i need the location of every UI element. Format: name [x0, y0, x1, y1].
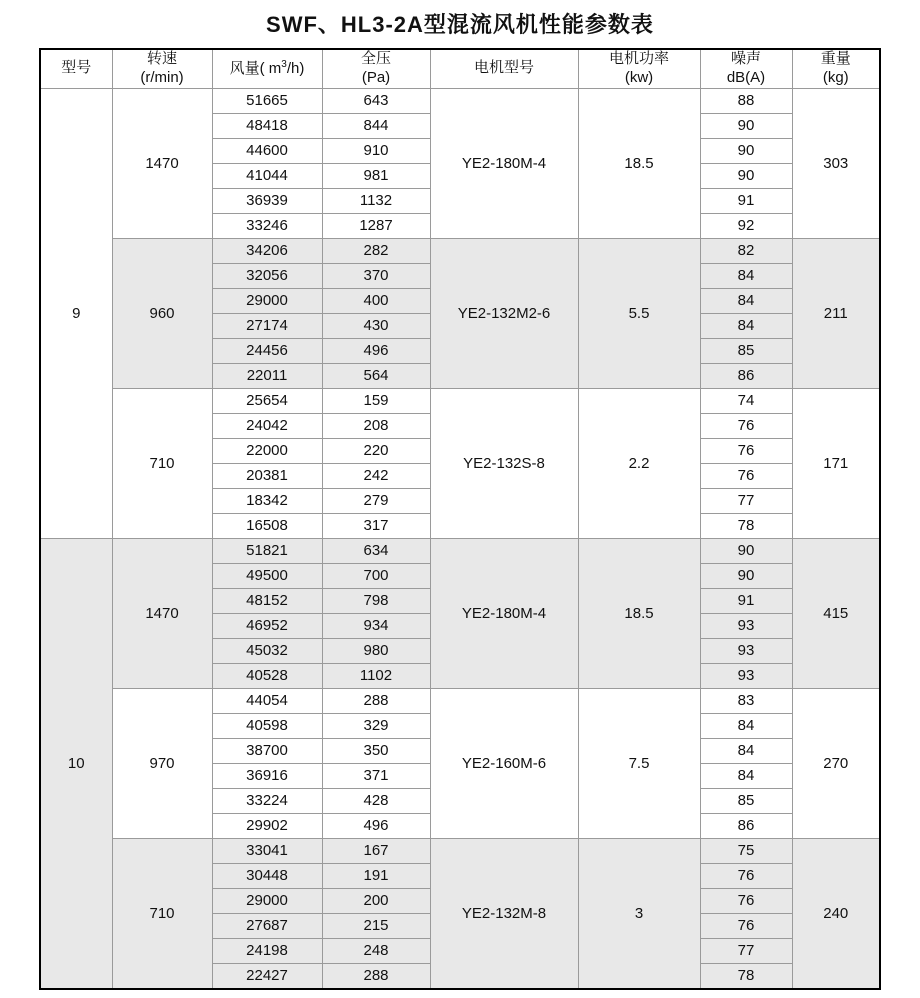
cell-motor-model: YE2-132S-8 — [430, 388, 578, 538]
cell-pressure: 191 — [322, 863, 430, 888]
cell-pressure: 910 — [322, 138, 430, 163]
cell-motor-power: 18.5 — [578, 88, 700, 238]
cell-pressure: 208 — [322, 413, 430, 438]
cell-flow: 48418 — [212, 113, 322, 138]
cell-noise: 78 — [700, 513, 792, 538]
cell-pressure: 215 — [322, 913, 430, 938]
cell-flow: 40528 — [212, 663, 322, 688]
table-row — [40, 388, 880, 413]
column-header-line: 电机型号 — [473, 59, 534, 77]
cell-flow: 24456 — [212, 338, 322, 363]
cell-flow: 34206 — [212, 238, 322, 263]
table-row — [40, 838, 880, 863]
cell-noise: 84 — [700, 288, 792, 313]
cell-motor-power: 18.5 — [578, 538, 700, 688]
cell-pressure: 329 — [322, 713, 430, 738]
cell-flow: 18342 — [212, 488, 322, 513]
cell-flow: 44054 — [212, 688, 322, 713]
cell-flow: 48152 — [212, 588, 322, 613]
cell-noise: 76 — [700, 463, 792, 488]
cell-pressure: 700 — [322, 563, 430, 588]
table-row — [40, 538, 880, 563]
cell-pressure: 634 — [322, 538, 430, 563]
cell-noise: 90 — [700, 563, 792, 588]
cell-noise: 76 — [700, 438, 792, 463]
cell-motor-model: YE2-160M-6 — [430, 688, 578, 838]
cell-pressure: 220 — [322, 438, 430, 463]
cell-rpm: 710 — [112, 388, 212, 538]
cell-noise: 83 — [700, 688, 792, 713]
cell-noise: 74 — [700, 388, 792, 413]
cell-flow: 46952 — [212, 613, 322, 638]
cell-noise: 91 — [700, 188, 792, 213]
cell-weight: 270 — [792, 688, 880, 838]
cell-pressure: 159 — [322, 388, 430, 413]
cell-motor-model: YE2-180M-4 — [430, 88, 578, 238]
cell-pressure: 288 — [322, 688, 430, 713]
cell-flow: 29902 — [212, 813, 322, 838]
cell-pressure: 1287 — [322, 213, 430, 238]
cell-noise: 76 — [700, 863, 792, 888]
column-header-line: 重量 — [820, 50, 851, 67]
cell-model: 10 — [40, 538, 112, 989]
cell-noise: 92 — [700, 213, 792, 238]
cell-flow: 38700 — [212, 738, 322, 763]
cell-pressure: 282 — [322, 238, 430, 263]
cell-noise: 90 — [700, 138, 792, 163]
table-row — [40, 88, 880, 113]
column-header-line: 风量( $m^3/h$) — [229, 58, 305, 77]
column-header-line: (kg) — [822, 68, 849, 86]
cell-pressure: 248 — [322, 938, 430, 963]
cell-model: 9 — [40, 88, 112, 538]
cell-rpm: 710 — [112, 838, 212, 989]
cell-flow: 33246 — [212, 213, 322, 238]
cell-flow: 41044 — [212, 163, 322, 188]
cell-noise: 88 — [700, 88, 792, 113]
cell-pressure: 934 — [322, 613, 430, 638]
cell-flow: 22427 — [212, 963, 322, 989]
column-header-line: (r/min) — [140, 68, 184, 86]
cell-flow: 40598 — [212, 713, 322, 738]
cell-rpm: 1470 — [112, 88, 212, 238]
cell-pressure: 1132 — [322, 188, 430, 213]
cell-noise: 90 — [700, 113, 792, 138]
cell-flow: 36939 — [212, 188, 322, 213]
cell-flow: 44600 — [212, 138, 322, 163]
cell-noise: 86 — [700, 363, 792, 388]
column-header-7 — [792, 49, 880, 88]
cell-noise: 77 — [700, 488, 792, 513]
table-row — [40, 688, 880, 713]
cell-pressure: 400 — [322, 288, 430, 313]
column-header-1 — [112, 49, 212, 88]
cell-flow: 49500 — [212, 563, 322, 588]
column-header-line: 型号 — [61, 59, 92, 77]
cell-noise: 85 — [700, 788, 792, 813]
cell-noise: 75 — [700, 838, 792, 863]
cell-flow: 36916 — [212, 763, 322, 788]
cell-flow: 51665 — [212, 88, 322, 113]
column-header-5 — [578, 49, 700, 88]
cell-flow: 33041 — [212, 838, 322, 863]
page-title: SWF、HL3-2A型混流风机性能参数表 — [266, 12, 654, 37]
cell-noise: 76 — [700, 888, 792, 913]
cell-motor-power: 5.5 — [578, 238, 700, 388]
cell-flow: 27687 — [212, 913, 322, 938]
cell-weight: 240 — [792, 838, 880, 989]
cell-weight: 415 — [792, 538, 880, 688]
cell-noise: 85 — [700, 338, 792, 363]
cell-flow: 29000 — [212, 888, 322, 913]
cell-motor-power: 3 — [578, 838, 700, 989]
column-header-line: 转速 — [146, 50, 177, 67]
cell-pressure: 981 — [322, 163, 430, 188]
cell-pressure: 1102 — [322, 663, 430, 688]
header-row — [40, 49, 880, 88]
cell-rpm: 960 — [112, 238, 212, 388]
table-body — [40, 88, 880, 989]
cell-weight: 171 — [792, 388, 880, 538]
cell-noise: 91 — [700, 588, 792, 613]
cell-pressure: 980 — [322, 638, 430, 663]
cell-pressure: 288 — [322, 963, 430, 989]
cell-pressure: 317 — [322, 513, 430, 538]
cell-pressure: 798 — [322, 588, 430, 613]
cell-motor-model: YE2-180M-4 — [430, 538, 578, 688]
cell-pressure: 371 — [322, 763, 430, 788]
cell-motor-model: YE2-132M-8 — [430, 838, 578, 989]
cell-pressure: 242 — [322, 463, 430, 488]
column-header-4 — [430, 49, 578, 88]
cell-flow: 16508 — [212, 513, 322, 538]
cell-noise: 77 — [700, 938, 792, 963]
cell-flow: 51821 — [212, 538, 322, 563]
cell-noise: 93 — [700, 663, 792, 688]
cell-flow: 24198 — [212, 938, 322, 963]
cell-pressure: 167 — [322, 838, 430, 863]
cell-motor-model: YE2-132M2-6 — [430, 238, 578, 388]
cell-pressure: 844 — [322, 113, 430, 138]
column-header-line: 全压 — [360, 50, 391, 67]
column-header-line: dB(A) — [726, 68, 766, 86]
cell-pressure: 370 — [322, 263, 430, 288]
cell-pressure: 496 — [322, 338, 430, 363]
cell-pressure: 200 — [322, 888, 430, 913]
cell-flow: 25654 — [212, 388, 322, 413]
cell-pressure: 430 — [322, 313, 430, 338]
cell-weight: 211 — [792, 238, 880, 388]
cell-weight: 303 — [792, 88, 880, 238]
table-header — [40, 49, 880, 88]
cell-flow: 45032 — [212, 638, 322, 663]
cell-motor-power: 2.2 — [578, 388, 700, 538]
cell-flow: 20381 — [212, 463, 322, 488]
cell-rpm: 1470 — [112, 538, 212, 688]
cell-motor-power: 7.5 — [578, 688, 700, 838]
column-header-6 — [700, 49, 792, 88]
cell-noise: 76 — [700, 913, 792, 938]
cell-noise: 90 — [700, 163, 792, 188]
cell-flow: 22011 — [212, 363, 322, 388]
cell-noise: 84 — [700, 738, 792, 763]
cell-noise: 78 — [700, 963, 792, 989]
cell-flow: 24042 — [212, 413, 322, 438]
cell-pressure: 564 — [322, 363, 430, 388]
cell-noise: 84 — [700, 713, 792, 738]
cell-noise: 93 — [700, 638, 792, 663]
cell-flow: 32056 — [212, 263, 322, 288]
cell-pressure: 279 — [322, 488, 430, 513]
cell-pressure: 428 — [322, 788, 430, 813]
cell-noise: 82 — [700, 238, 792, 263]
cell-pressure: 643 — [322, 88, 430, 113]
column-header-line: 电机功率 — [608, 50, 669, 67]
fan-performance-table — [39, 48, 881, 990]
cell-flow: 30448 — [212, 863, 322, 888]
cell-noise: 84 — [700, 763, 792, 788]
cell-noise: 93 — [700, 613, 792, 638]
cell-noise: 90 — [700, 538, 792, 563]
table-row — [40, 238, 880, 263]
cell-pressure: 350 — [322, 738, 430, 763]
cell-flow: 33224 — [212, 788, 322, 813]
column-header-2 — [212, 49, 322, 88]
cell-flow: 27174 — [212, 313, 322, 338]
cell-flow: 29000 — [212, 288, 322, 313]
cell-rpm: 970 — [112, 688, 212, 838]
column-header-3 — [322, 49, 430, 88]
column-header-0 — [40, 49, 112, 88]
column-header-line: (kw) — [624, 68, 654, 86]
cell-flow: 22000 — [212, 438, 322, 463]
cell-noise: 84 — [700, 263, 792, 288]
cell-noise: 86 — [700, 813, 792, 838]
cell-noise: 76 — [700, 413, 792, 438]
cell-noise: 84 — [700, 313, 792, 338]
column-header-line: (Pa) — [361, 68, 391, 86]
column-header-line: 噪声 — [730, 50, 761, 67]
cell-pressure: 496 — [322, 813, 430, 838]
